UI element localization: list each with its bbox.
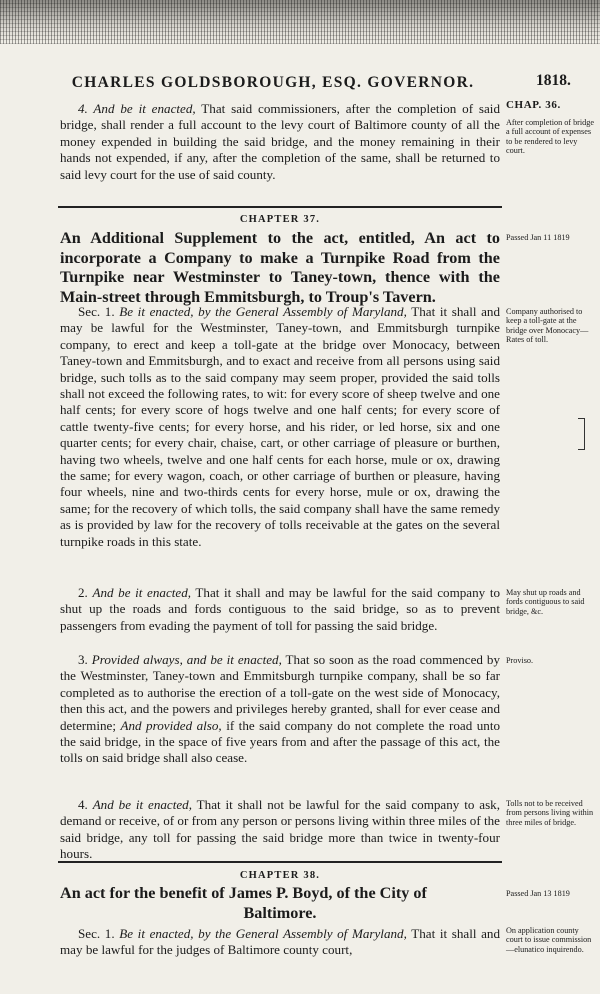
chapter-37-sec-3 xyxy=(60,652,500,767)
sec-4-text: That it shall not be lawful for the said company to ask, demand or receive, of or from any person or persons living within three miles of the said bridge, any toll for passing the said bridge more than twice in twenty-four hours. xyxy=(60,797,500,862)
page-year: 1818. xyxy=(536,72,571,89)
margin-company-authorised: Company authorised to keep a toll-gate at the bridge over Monocacy—Rates of toll. xyxy=(506,307,589,345)
sec-3-text-a: That so soon as the road commenced by the Westminster, Taney-town and Emmitsburgh turnpike company, shall be so far completed as to authorise the erection of a toll-gate on the west side of Monocacy, then this act, and the powers and privileges hereby granted, shall for ever cease and determine; xyxy=(60,652,500,733)
chapter-37-title-text: An Additional Supplement to the act, entitled, An act to incorporate a Company to make a Turnpike Road from the Turnpike near Westminster to Taney-town, thence with the Main-street through Emmitsburgh, to Troup's Tavern. xyxy=(60,229,500,306)
separator-rule xyxy=(58,206,502,208)
sec-1-lead: Sec. 1. xyxy=(78,304,120,319)
chapter-37-sec-4 xyxy=(60,797,500,863)
margin-passed-38: Passed Jan 13 1819 xyxy=(506,889,570,898)
ch38-sec-1-text: That it shall and may be lawful for the judges of Baltimore county court, xyxy=(60,926,501,958)
chapter-38-title-line-2: Baltimore. xyxy=(243,903,317,922)
chapter-38-title xyxy=(60,884,500,923)
ch38-sec-1-lead: Sec. 1. xyxy=(78,926,120,941)
margin-may-shut-up: May shut up roads and fords contiguous to said bridge, &c. xyxy=(506,588,585,616)
separator-rule-2 xyxy=(58,861,502,863)
section-4-text: That said commissioners, after the completion of said bridge, shall render a full account to the levy court of Baltimore county of all the money expended in building the said bridge, and the money remaining in their hands not expended, if any, after the completion of the same, shall be returned to said levy court for the use of said county. xyxy=(60,101,500,182)
sec-1-enacting: Be it enacted, by the General Assembly of Maryland, xyxy=(119,304,407,319)
margin-on-application: On application county court to issue commission—elunatico inquirendo. xyxy=(506,926,592,954)
margin-proviso: Proviso. xyxy=(506,656,534,665)
margin-chapter-36: CHAP. 36. xyxy=(506,99,561,111)
sec-3-proviso: Provided always, and be it enacted, xyxy=(91,652,282,667)
sec-1-text: That it shall and may be lawful for the Westminster, Taney-town, and Emmitsburgh turnpike company, to erect and keep a toll-gate at the bridge over Monocacy, between Taney-town and Emmitsburgh, and to exact and receive from all persons using said bridge, such tolls as to the said company may seem proper, provided the said tolls shall not exceed the following rates, to wit: for every score of sheep twelve and one half cents; for every score of hogs twelve and one half cents; for every score of cattle twenty-five cents; for every horse, and his rider, or led horse, six and one quarter cents; for every chair, chaise, cart, or other carriage of pleasure or burthen, having two wheels, twelve and one half cents for each horse, mule or ox, drawing the same; for every wagon, coach, or other carriage of burthen or pleasure, having four wheels, nine and two-thirds cents for every horse, mule or ox, drawing the same; for the recovery of which tolls, the said company shall have the same remedy as is provided by law for the recovery of tolls receivable at the gates on the several turnpike roads in this state. xyxy=(60,304,501,549)
chapter-38-title-line-1: An act for the benefit of James P. Boyd, of the City of xyxy=(60,884,427,902)
section-4-intro: 4. And be it enacted, xyxy=(78,101,196,116)
margin-tolls-not: Tolls not to be received from persons living within three miles of bridge. xyxy=(506,799,594,827)
margin-passed-37: Passed Jan 11 1819 xyxy=(506,233,570,242)
chapter-38-sec-1 xyxy=(60,926,500,959)
ch38-sec-1-enacting: Be it enacted, by the General Assembly of Maryland, xyxy=(119,926,407,941)
chapter-37-sec-2 xyxy=(60,585,500,634)
section-4-prior xyxy=(60,101,500,183)
chapter-37-sec-1 xyxy=(60,304,500,550)
running-head: CHARLES GOLDSBOROUGH, ESQ. GOVERNOR. xyxy=(71,74,475,91)
margin-bracket-mark xyxy=(578,418,585,450)
chapter-38-heading: CHAPTER 38. xyxy=(239,870,321,881)
sec-2-lead: 2. xyxy=(78,585,93,600)
sec-2-text: That it shall and may be lawful for the said company to shut up the roads and fords contiguous to the said bridge, so as to prevent passengers from evading the payment of toll for passing the said bridge. xyxy=(60,585,501,633)
sec-3-proviso-2: And provided also, xyxy=(120,717,222,733)
sec-3-lead: 3. xyxy=(78,652,92,667)
sec-3-text-b: if the said company do not complete the road unto the said bridge, in the space of five years from and after the passage of this act, the tolls on said bridge shall also cease. xyxy=(60,717,501,766)
margin-note-after-completion: After completion of bridge a full account of expenses to be rendered to levy court. xyxy=(506,118,594,156)
sec-4-enacting: And be it enacted, xyxy=(92,797,193,812)
chapter-37-title xyxy=(60,229,500,307)
chapter-37-heading: CHAPTER 37. xyxy=(239,214,321,225)
sec-4-lead: 4. xyxy=(78,797,93,812)
sec-2-enacting: And be it enacted, xyxy=(92,585,192,600)
